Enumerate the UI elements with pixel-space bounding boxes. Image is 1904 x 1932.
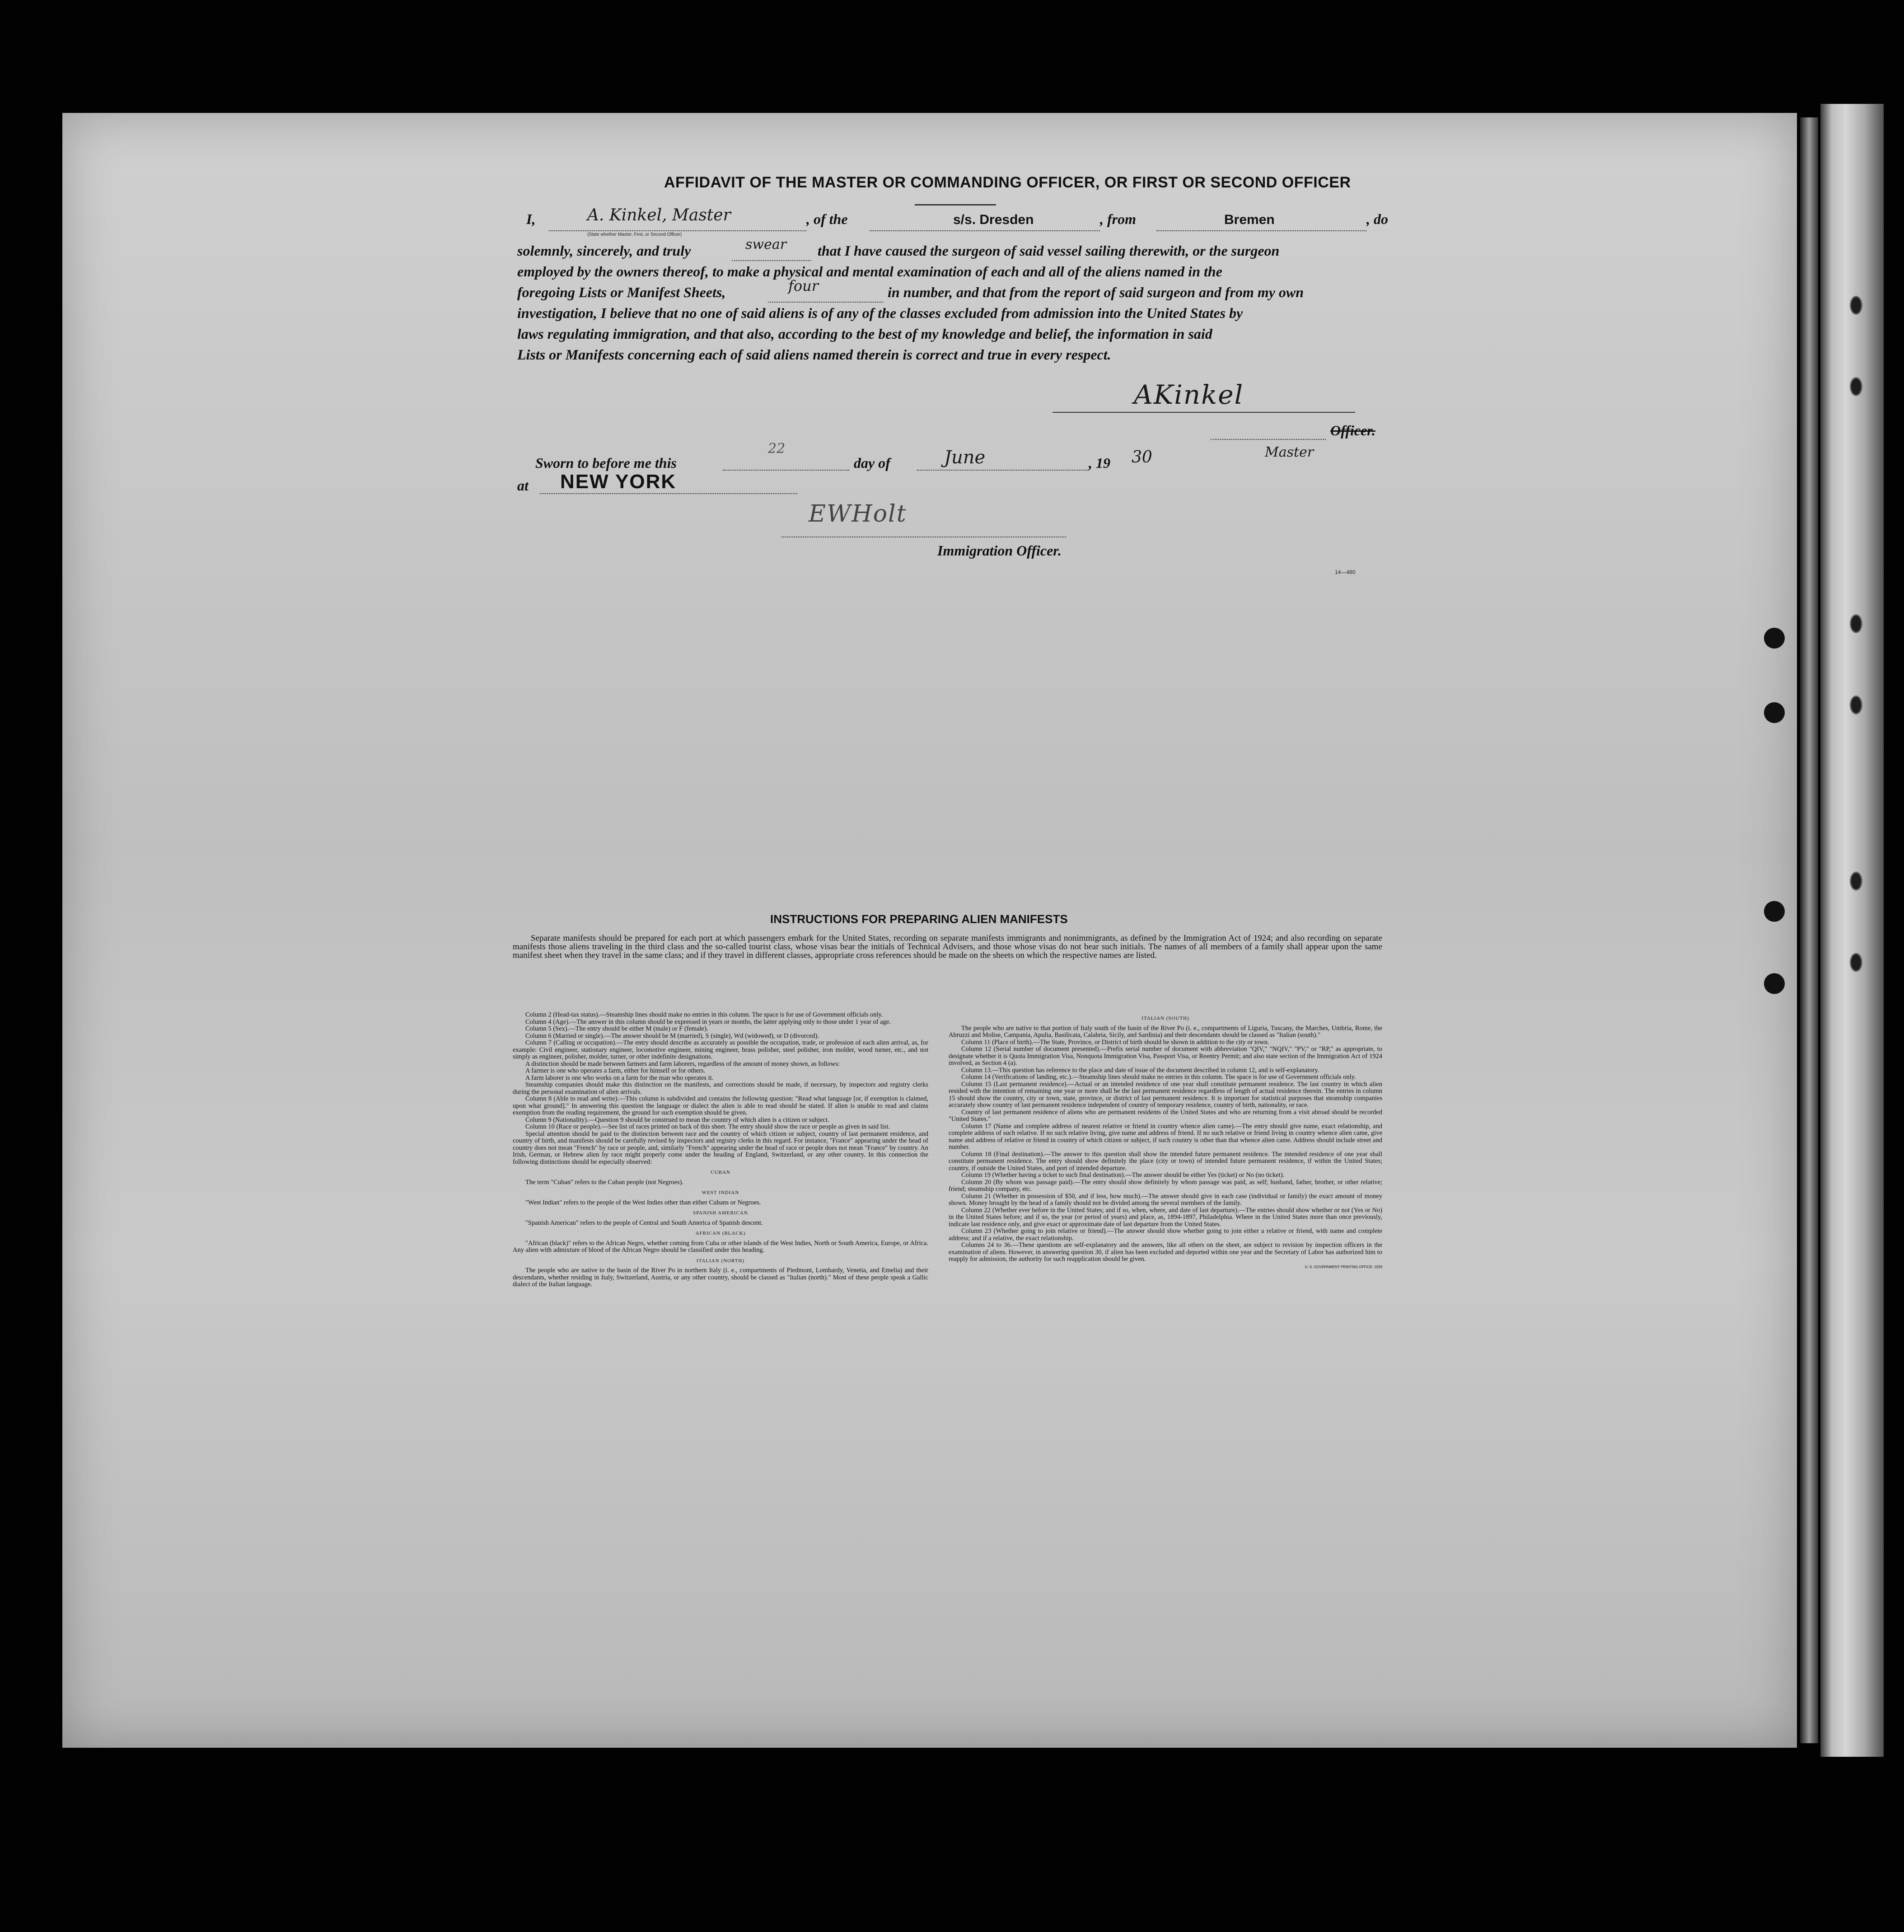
affidavit-line-5: investigation, I believe that no one of said aliens is of any of the classes excluded from admission into the United States by xyxy=(517,305,1243,321)
affidavit-line-4a: foregoing Lists or Manifest Sheets, xyxy=(517,284,726,300)
left-paragraph: Column 5 (Sex).—The entry should be either M (male) or F (female). xyxy=(525,1025,708,1032)
port-name: Bremen xyxy=(1224,212,1275,227)
location-stamp: NEW YORK xyxy=(560,471,677,493)
section-heading: ITALIAN (SOUTH) xyxy=(1141,1016,1189,1021)
left-paragraph: A distinction should be made between farmers and farm laborers, regardless of the amount of money shown, as follows: xyxy=(525,1060,840,1068)
master-word: Master xyxy=(1265,444,1314,460)
officer-label: Officer. xyxy=(1330,422,1375,439)
left-paragraph: Column 6 (Married or single).—The answer should be M (married), S (single), Wd (widowed), or D (divorced). xyxy=(525,1032,819,1040)
sworn-day: 22 xyxy=(768,441,786,457)
right-paragraph: The people who are native to that portion of Italy south of the basin of the River Po (i. e., compartments of Liguria, Tuscany, the Marches, Umbria, Rome, the Abruzzi and Molise, Campania, Apulia, Basilicata, Calabria, Sicily, and Sardinia) and their descendants should be classed as "Italian (south)." xyxy=(949,1024,1382,1039)
officer-line xyxy=(1211,439,1326,440)
officer-name-line xyxy=(549,230,806,231)
instructions-title: INSTRUCTIONS FOR PREPARING ALIEN MANIFESTS xyxy=(770,912,1068,926)
left-paragraph: A farmer is one who operates a farm, either for himself or for others. xyxy=(525,1067,706,1074)
right-paragraph: Column 17 (Name and complete address of nearest relative or friend in country whence alien came).—The entry should give name, exact relationship, and complete address of such relative. If no such relative living, give name and address of friend. If no such relative or friend living in country whence alien came, give name and address of relative or friend in country of which citizen or subject, if such country is other than that whence alien came. Address should include street and number. xyxy=(949,1122,1382,1151)
left-paragraph: Column 4 (Age).—The answer in this column should be expressed in years or months, the latter applying only to those under 1 year of age. xyxy=(525,1018,891,1026)
right-paragraph: Column 15 (Last permanent residence).—Actual or an intended residence of one year shall constitute permanent residence. The last country in which alien resided with the intention of remaining one year or more shall be the last permanent residence regardless of length of actual residence therein. The entries in column 15 should show the country, city or town, state, province, or district of last permanent residence. It is important for statistical purposes that steamship companies accurately show country of last permanent residence independent of country of temporary residence, country of birth, nationality, or race. xyxy=(949,1080,1382,1109)
punch-hole-icon xyxy=(1764,973,1785,994)
punch-hole-icon xyxy=(1764,702,1785,723)
right-paragraph: Column 19 (Whether having a ticket to such final destination).—The answer should be either Yes (ticket) or No (no ticket). xyxy=(961,1171,1285,1179)
section-text: The term "Cuban" refers to the Cuban people (not Negroes). xyxy=(525,1178,684,1186)
master-signature: AKinkel xyxy=(1134,379,1244,410)
punch-hole-icon xyxy=(1764,901,1785,922)
affidavit-title: AFFIDAVIT OF THE MASTER OR COMMANDING OFFICER, OR FIRST OR SECOND OFFICER xyxy=(664,174,1351,191)
section-text: "West Indian" refers to the people of the West Indies other than either Cubans or Negroes. xyxy=(525,1199,761,1206)
signature-line xyxy=(1053,412,1355,413)
right-paragraph: Columns 24 to 36.—These questions are self-explanatory and the answers, like all others on the sheet, are subject to revision by inspection officers in the examination of aliens. However, in answering question 30, if alien has been excluded and deported within one year and the Secretary of Labor has authorized him to reapply for admission, the authority for such reapplication should be given. xyxy=(949,1241,1382,1263)
right-paragraph: Column 22 (Whether ever before in the United States; and if so, when, where, and date of last departure).—The entries should show whether or not (Yes or No) in the United States before; and if so, the year (or period of years) and place, as, 1894-1897, Philadelphia. Where in the United States more than once previously, indicate last residence only, and give exact or approximate date of last departure from the United States. xyxy=(949,1206,1382,1228)
immigration-signature: EWHolt xyxy=(809,500,907,527)
affidavit-line-2b: that I have caused the surgeon of said vessel sailing therewith, or the surgeon xyxy=(818,243,1280,259)
section-text: "Spanish American" refers to the people of Central and South America of Spanish descent. xyxy=(525,1219,763,1227)
left-paragraph: Column 7 (Calling or occupation).—The entry should describe as accurately as possible the occupation, trade, or profession of each alien arrival, as, for example: Civil engineer, stationary engineer, locomotive engineer, mining engineer, brass polisher, steel polisher, iron molder, wood turner, etc., and not simply as engineer, polisher, molder, turner, or other indefinite designations. xyxy=(513,1039,928,1060)
section-text: The people who are native to the basin of the River Po in northern Italy (i. e., compartments of Piedmont, Lombardy, Venetia, and Emelia) and their descendants, whether residing in Italy, Switzerland, Austria, or any other country, should be classed as "Italian (north)." Most of these people speak a Gallic dialect of the Italian language. xyxy=(513,1267,928,1288)
immigration-label: Immigration Officer. xyxy=(937,542,1062,559)
prefix-i: I, xyxy=(526,211,536,227)
affidavit-line-2a: solemnly, sincerely, and truly xyxy=(517,243,691,259)
vessel-name: s/s. Dresden xyxy=(953,212,1034,227)
instructions-right-column xyxy=(949,1012,1382,1270)
right-paragraph: Column 11 (Place of birth).—The State, Province, or District of birth should be shown in addition to the city or town. xyxy=(961,1038,1269,1046)
rivet-icon xyxy=(1850,377,1862,396)
title-underline xyxy=(915,204,996,205)
year-prefix: , 19 xyxy=(1089,455,1110,471)
officer-name: A. Kinkel, Master xyxy=(587,206,731,224)
affidavit-line-7: Lists or Manifests concerning each of said aliens named therein is correct and true in every respect. xyxy=(517,346,1111,363)
rivet-icon xyxy=(1850,614,1862,633)
section-heading: WEST INDIAN xyxy=(702,1190,739,1195)
section-heading: SPANISH AMERICAN xyxy=(693,1210,748,1216)
left-paragraph: Column 10 (Race or people).—See list of races printed on back of this sheet. The entry should show the race or people as given in said list. xyxy=(525,1123,890,1130)
right-paragraph: Column 13.—This question has reference to the place and date of issue of the document described in column 12, and is self-explanatory. xyxy=(961,1066,1319,1074)
section-text: "African (black)" refers to the African Negro, whether coming from Cuba or other islands of the West Indies, North or South America, Europe, or Africa. Any alien with admixture of blood of the African Negro should be classified under this heading. xyxy=(513,1239,928,1254)
left-paragraph: Special attention should be paid to the distinction between race and the country of which citizen or subject, country of last permanent residence, and country of birth, and manifests should be carefully revised by inspectors and registry clerks in this regard. For instance, "France" appearing under the head of country does not mean "French" by race or people, and, similarly "French" appearing under the head of race or people does not mean "France" by country. An Irish, German, or Hebrew alien by race might properly come under the heading of England, Switzerland, or any other country. In this connection the following distinctions should be especially observed: xyxy=(513,1130,928,1166)
binding-edge xyxy=(1800,117,1818,1743)
left-paragraph: Column 8 (Able to read and write).—This column is subdivided and contains the following question: "Read what language [or, if exemption is claimed, upon what ground]." In answering this question the language or dialect the alien is able to read should be stated. If alien is unable to read and claims exemption from the reading requirement, the ground for such exemption should be given. xyxy=(513,1095,928,1116)
affidavit-line-3: employed by the owners thereof, to make a physical and mental examination of each and all of the aliens named in the xyxy=(517,263,1222,280)
punch-hole-icon xyxy=(1764,628,1785,649)
location-line xyxy=(540,493,797,494)
right-paragraph: Column 23 (Whether going to join relative or friend).—The answer should show whether going to join either a relative or friend, with name and complete address; and if a relative, the exact relationship. xyxy=(949,1227,1382,1242)
binding-strip xyxy=(1820,104,1884,1757)
printer-note: U. S. GOVERNMENT PRINTING OFFICE: 1929 xyxy=(1305,1265,1382,1269)
rivet-icon xyxy=(1850,695,1862,714)
right-paragraph: Column 21 (Whether in possession of $50, and if less, how much).—The answer should give in each case (individual or family) the exact amount of money shown. Money brought by the head of a family should not be divided among the several members of the family. xyxy=(949,1192,1382,1207)
do-label: , do xyxy=(1366,211,1388,227)
rivet-icon xyxy=(1850,872,1862,891)
left-paragraph: Steamship companies should make this distinction on the manifests, and corrections should be made, if necessary, by inspectors and registry clerks during the personal examination of alien arrivals. xyxy=(513,1081,928,1096)
port-line xyxy=(1156,230,1366,231)
right-paragraph: Column 12 (Serial number of document presented).—Prefix serial number of document with abbreviation "QIV," "NQIV," "PV," or "RP," as appropriate, to designate whether it is Quota Immigration Visa, Nonquota Immigration Visa, Passport Visa, or Reentry Permit; and also state section of the Immigration Act of 1924 involved, as Section 4 (a). xyxy=(949,1045,1382,1067)
sworn-day-line xyxy=(723,470,849,471)
right-paragraph: Country of last permanent residence of aliens who are permanent residents of the United States and who are returning from a visit abroad should be recorded "United States." xyxy=(949,1108,1382,1123)
instructions-intro: Separate manifests should be prepared for each port at which passengers embark for the United States, recording on separate manifests immigrants and nonimmigrants, as defined by the Immigration Act of 1924; and also recording on separate manifests those aliens traveling in the third class and the so-called tourist class, whose visas bear the initials of Technical Advisers, and those whose visas do not bear such initials. The names of all members of a family shall appear upon the same manifest sheet when they travel in the same class; and if they travel in different classes, appropriate cross references should be made on the sheets on which the respective names are listed. xyxy=(513,933,1382,960)
sworn-prefix: Sworn to before me this xyxy=(535,455,677,471)
sworn-month: June xyxy=(944,447,986,468)
at-label: at xyxy=(517,477,529,494)
affidavit-line-4b: in number, and that from the report of said surgeon and from my own xyxy=(888,284,1304,300)
left-paragraph: Column 2 (Head-tax status).—Steamship lines should make no entries in this column. The space is for use of Government officials only. xyxy=(525,1011,883,1018)
rivet-icon xyxy=(1850,953,1862,972)
section-heading: CUBAN xyxy=(711,1170,730,1175)
rivet-icon xyxy=(1850,296,1862,315)
left-paragraph: Column 9 (Nationality).—Question 9 should be construed to mean the country of which alien is a citizen or subject. xyxy=(525,1116,829,1124)
section-heading: ITALIAN (NORTH) xyxy=(696,1258,745,1264)
form-number: 14—480 xyxy=(1335,569,1356,575)
day-of-label: day of xyxy=(854,455,890,471)
right-paragraph: Column 14 (Verifications of landing, etc.).—Steamship lines should make no entries in this column. The space is for use of Government officials only. xyxy=(961,1073,1356,1081)
instructions-left-column xyxy=(513,1012,928,1288)
sworn-month-line xyxy=(917,470,1089,471)
section-heading: AFRICAN (BLACK) xyxy=(695,1231,746,1236)
vessel-line xyxy=(870,230,1100,231)
sheets-count: four xyxy=(788,277,819,294)
state-hint: (State whether Master, First, or Second Officer) xyxy=(587,232,682,237)
affidavit-line-6: laws regulating immigration, and that also, according to the best of my knowledge and belief, the information in said xyxy=(517,326,1212,342)
of-the-label: , of the xyxy=(806,211,848,227)
right-paragraph: Column 20 (By whom was passage paid).—The entry should show definitely by whom passage was paid, as self; husband, father, brother, or other relative; friend; steamship company, etc. xyxy=(949,1178,1382,1193)
right-paragraph: Column 18 (Final destination).—The answer to this question shall show the intended future permanent residence. The intended residence of one year shall constitute permanent residence. The entry should show definitely the place (city or town) of intended future permanent residence, if within the United States; country, if outside the United States, and port of intended departure. xyxy=(949,1150,1382,1172)
year-suffix: 30 xyxy=(1132,448,1152,467)
from-label: , from xyxy=(1100,211,1136,227)
left-paragraph: A farm laborer is one who works on a farm for the man who operates it. xyxy=(525,1074,714,1082)
oath-word: swear xyxy=(745,237,787,252)
